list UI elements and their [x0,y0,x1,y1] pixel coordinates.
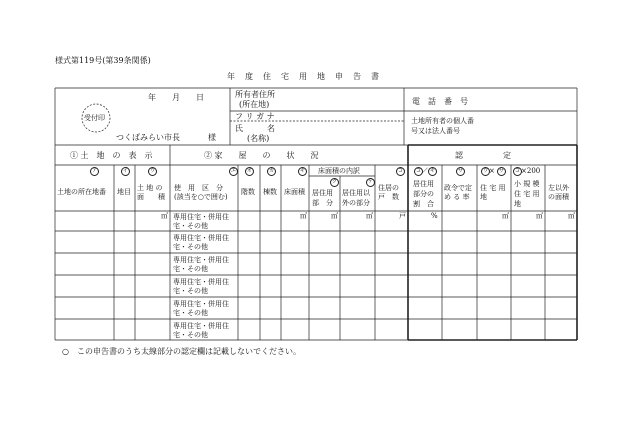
marker-sa-2: サ [498,168,505,174]
marker-ku: ク [331,179,338,185]
marker-ki-2: キ [429,168,436,174]
col-small-3: 地 [514,200,521,208]
col-location: 土地の所在地番 [57,188,106,196]
col-res-land: 住 宅 用 [480,184,506,192]
x200-label: ×200 [521,167,541,175]
usage-option-row4b[interactable]: 宅・その他 [173,287,208,295]
col-land-area: 土 地 の [137,184,163,192]
marker-ke: ケ [367,179,374,185]
unit-other: ㎡ [568,212,575,220]
col-small-2: 住 宅 用 [514,190,540,198]
marker-e: エ [230,168,237,174]
marker-ko-ki: コ [415,168,422,174]
name-label: 氏 名 [235,124,275,133]
unit-small: ㎡ [536,212,543,220]
marker-ko: コ [397,168,404,174]
col-floor-area: 床面積 [284,188,305,196]
unit-residential: ㎡ [331,212,338,220]
owner-address-sub: (所在地) [239,100,270,109]
marker-a: ア [91,168,98,174]
stamp-label: 受付印 [84,114,105,122]
marker-o: オ [246,168,253,174]
col-residential-2: 部 分 [312,199,333,207]
col-small: 小 規 模 [514,180,540,188]
honorific: 様 [208,133,216,142]
unit-floor-area: ㎡ [300,212,307,220]
col-res-land-2: 地 [480,193,487,201]
col-rate: 政令で定 [444,184,472,192]
breakdown-label: 床面積の内訳 [318,167,360,175]
section-approval: 認 定 [455,151,511,160]
col-residential: 居住用 [312,189,333,197]
usage-option-row1[interactable]: 専用住宅・併用住 [173,213,229,221]
usage-option-row6[interactable]: 専用住宅・併用住 [173,322,229,330]
marker-u: ウ [149,168,156,174]
marker-ka: カ [268,168,275,174]
usage-option-row5b[interactable]: 宅・その他 [173,309,208,317]
footnote: ○ この申告書のうち太線部分の認定欄は記載しないでください。 [62,347,301,356]
id-number-label: 土地所有者の個人番 [411,117,474,125]
col-buildings: 棟数 [263,188,277,196]
usage-option-row1b[interactable]: 宅・その他 [173,222,208,230]
marker-ki: キ [299,168,306,174]
marker-ko-2: コ [514,168,521,174]
col-ratio: 居住用 [413,180,434,188]
phone-label: 電 話 番 号 [412,97,468,106]
section-land: ① 土 地 の 表 示 [70,151,153,160]
unit-ratio: % [431,212,438,220]
marker-u-2: ウ [482,168,489,174]
usage-option-row3[interactable]: 専用住宅・併用住 [173,256,229,264]
unit-land-area: ㎡ [161,212,168,220]
unit-res-land: ㎡ [502,212,509,220]
col-usage-2: (該当を○で囲む) [174,193,228,201]
col-ratio-3: 割 合 [413,200,434,208]
ko-ki-slash: ／ [421,167,428,175]
col-usage: 使 用 区 分 [174,184,223,192]
col-land-area-2: 面 積 [137,193,165,201]
usage-option-row4[interactable]: 専用住宅・併用住 [173,278,229,286]
addressee: つくばみらい市長 [116,133,180,142]
usage-option-row2[interactable]: 専用住宅・併用住 [173,234,229,242]
usage-option-row5[interactable]: 専用住宅・併用住 [173,300,229,308]
col-other-2: の面積 [548,193,569,201]
col-units: 住居の [378,184,399,192]
date-label: 年 月 日 [148,93,204,102]
col-units-2: 戸 数 [378,193,399,201]
usage-option-row3b[interactable]: 宅・その他 [173,265,208,273]
col-other: 左以外 [548,184,569,192]
col-ratio-2: 部分の [413,190,434,198]
times-sign: × [489,167,495,175]
col-nonresidential-2: 外の部分 [342,199,370,207]
marker-i: イ [122,168,129,174]
name-sub: (名称) [247,134,270,143]
id-number-sub: 号又は法人番号 [411,127,460,135]
page-title: 年 度 住 宅 用 地 申 告 書 [227,72,380,81]
col-chimoku: 地目 [117,188,131,196]
col-rate-2: め る 率 [444,193,470,201]
form-number: 様式第119号(第39条関係) [55,56,151,65]
unit-nonresidential: ㎡ [366,212,373,220]
col-nonresidential: 居住用以 [342,189,370,197]
section-house: ② 家 屋 の 状 況 [204,151,319,160]
usage-option-row6b[interactable]: 宅・その他 [173,331,208,339]
furigana-label: フ リ ガ ナ [235,112,275,121]
unit-units: 戸 [399,212,406,220]
usage-option-row2b[interactable]: 宅・その他 [173,243,208,251]
col-floors: 階数 [241,188,255,196]
marker-sa: サ [457,168,464,174]
owner-address-label: 所有者住所 [235,90,275,99]
